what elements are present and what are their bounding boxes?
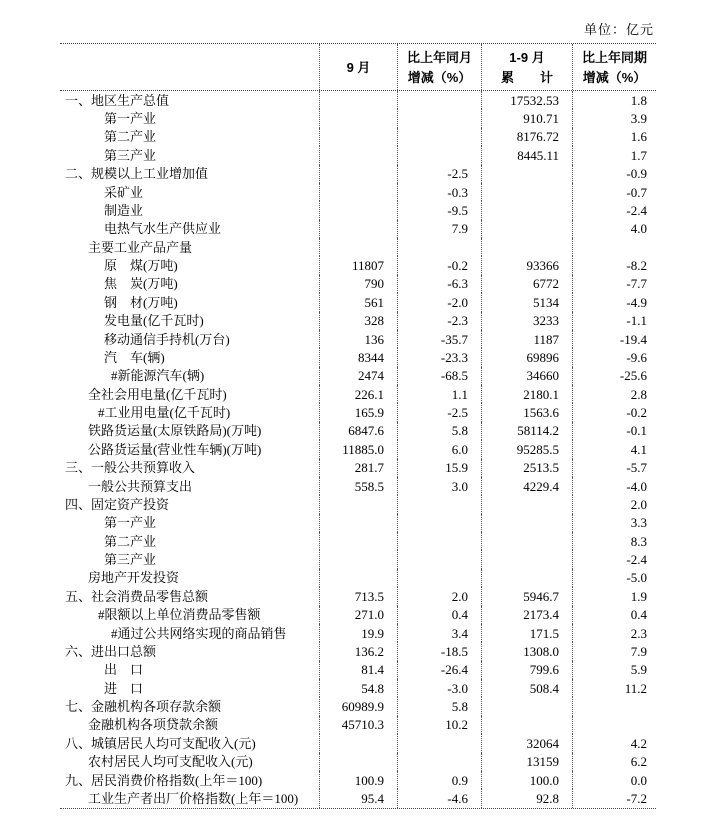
cell-cum: 4229.4 (482, 477, 573, 495)
header-cell-month (320, 44, 398, 90)
cell-yoy: 3.3 (630, 515, 647, 531)
cell-yoy: 2.8 (630, 386, 647, 402)
table-row (60, 91, 656, 109)
table-row (60, 256, 656, 274)
header-yoy-line2: 增减（%） (582, 69, 647, 85)
cell-label: 移动通信手持机(万台) (60, 330, 320, 348)
cell-m9: 45710.3 (320, 716, 398, 734)
cell-label: 全社会用电量(亿千瓦时) (60, 385, 320, 403)
cell-m9: 561 (320, 293, 398, 311)
cell-mom: 0.9 (398, 771, 482, 789)
cell-cum (482, 514, 573, 532)
header-cell-cum (482, 44, 573, 90)
cell-label: 三、一般公共预算收入 (60, 459, 320, 477)
header-mom-line2: 增减（%） (407, 69, 472, 85)
cell-m9: 60989.9 (320, 697, 398, 715)
cell-yoy: -2.4 (626, 202, 647, 218)
cell-yoy: -25.6 (619, 368, 647, 384)
cell-cum (482, 165, 573, 183)
cell-m9: 713.5 (320, 587, 398, 605)
table-row (60, 624, 656, 642)
cell-mom: -2.3 (398, 312, 482, 330)
cell-m9 (320, 109, 398, 127)
cell-cum: 93366 (482, 256, 573, 274)
table-row (60, 128, 656, 146)
cell-label: 农村居民人均可支配收入(元) (60, 753, 320, 771)
cell-mom: -18.5 (398, 642, 482, 660)
cell-label: 工业生产者出厂价格指数(上年＝100) (60, 789, 320, 807)
cell-label: 第一产业 (60, 109, 320, 127)
cell-m9: 11807 (320, 256, 398, 274)
cell-label: 金融机构各项贷款余额 (60, 716, 320, 734)
cell-mom (398, 146, 482, 164)
cell-label: 一般公共预算支出 (60, 477, 320, 495)
cell-m9 (320, 753, 398, 771)
cell-label: 制造业 (60, 201, 320, 219)
cell-mom: 1.1 (398, 385, 482, 403)
cell-yoy: -0.1 (626, 423, 647, 439)
cell-mom: 7.9 (398, 220, 482, 238)
cell-m9: 165.9 (320, 403, 398, 421)
table-row (60, 146, 656, 164)
table-row (60, 771, 656, 789)
cell-cum (482, 550, 573, 568)
cell-mom (398, 753, 482, 771)
cell-yoy: 4.2 (630, 735, 647, 751)
cell-m9: 81.4 (320, 661, 398, 679)
cell-yoy: 1.7 (630, 147, 647, 163)
cell-yoy: -0.2 (626, 405, 647, 421)
cell-mom: -68.5 (398, 367, 482, 385)
cell-label: 四、固定资产投资 (60, 495, 320, 513)
cell-mom: -0.3 (398, 183, 482, 201)
cell-cum: 5134 (482, 293, 573, 311)
cell-cum: 32064 (482, 734, 573, 752)
table-row (60, 679, 656, 697)
cell-m9: 100.9 (320, 771, 398, 789)
table-row (60, 753, 656, 771)
table-row (60, 385, 656, 403)
table-row (60, 532, 656, 550)
cell-cum (482, 697, 573, 715)
table-row (60, 165, 656, 183)
cell-m9: 6847.6 (320, 422, 398, 440)
cell-label: 采矿业 (60, 183, 320, 201)
cell-mom: 5.8 (398, 422, 482, 440)
unit-label: 单位：亿元 (583, 22, 654, 37)
cell-yoy: 2.0 (630, 496, 647, 512)
cell-yoy: 7.9 (630, 643, 647, 659)
header-cell-yoy (573, 44, 656, 90)
cell-cum: 58114.2 (482, 422, 573, 440)
table-row (60, 440, 656, 458)
cell-label: #通过公共网络实现的商品销售 (60, 624, 320, 642)
cell-yoy: -5.7 (626, 460, 647, 476)
cell-yoy: 0.0 (630, 772, 647, 788)
table-row (60, 238, 656, 256)
cell-mom: 3.4 (398, 624, 482, 642)
cell-cum (482, 238, 573, 256)
cell-mom: 3.0 (398, 477, 482, 495)
cell-yoy (573, 716, 656, 734)
table-row (60, 789, 656, 807)
table-row (60, 495, 656, 513)
cell-cum: 1563.6 (482, 403, 573, 421)
header-mom-line1: 比上年同月 (406, 49, 472, 65)
cell-mom (398, 569, 482, 587)
cell-yoy: -5.0 (626, 570, 647, 586)
cell-label: 八、城镇居民人均可支配收入(元) (60, 734, 320, 752)
cell-m9: 8344 (320, 348, 398, 366)
cell-cum (482, 495, 573, 513)
cell-yoy: 1.9 (630, 588, 647, 604)
table-row (60, 183, 656, 201)
cell-yoy: 1.8 (630, 92, 647, 108)
cell-cum (482, 716, 573, 734)
cell-label: 第二产业 (60, 532, 320, 550)
table-row (60, 734, 656, 752)
indicators-table (60, 43, 656, 809)
cell-label: 第三产业 (60, 550, 320, 568)
cell-mom: -0.2 (398, 256, 482, 274)
cell-yoy: -7.2 (626, 790, 647, 806)
cell-label: 七、金融机构各项存款余额 (60, 697, 320, 715)
cell-cum: 69896 (482, 348, 573, 366)
table-row (60, 661, 656, 679)
cell-cum: 100.0 (482, 771, 573, 789)
cell-cum: 8445.11 (482, 146, 573, 164)
cell-yoy: 0.4 (630, 607, 647, 623)
cell-label: 汽 车(辆) (60, 348, 320, 366)
cell-yoy: -7.7 (626, 276, 647, 292)
cell-m9: 54.8 (320, 679, 398, 697)
table-row (60, 348, 656, 366)
table-row (60, 403, 656, 421)
cell-m9: 19.9 (320, 624, 398, 642)
cell-mom: 2.0 (398, 587, 482, 605)
cell-yoy: -4.9 (626, 294, 647, 310)
header-yoy-line1: 比上年同期 (581, 49, 647, 65)
cell-cum (482, 220, 573, 238)
cell-m9 (320, 569, 398, 587)
cell-mom (398, 495, 482, 513)
table-row (60, 201, 656, 219)
cell-mom: -35.7 (398, 330, 482, 348)
cell-m9 (320, 514, 398, 532)
cell-label: 六、进出口总额 (60, 642, 320, 660)
header-month-line1: 9 月 (346, 59, 371, 75)
cell-yoy: 2.3 (630, 625, 647, 641)
cell-m9 (320, 238, 398, 256)
table-row (60, 422, 656, 440)
cell-m9: 11885.0 (320, 440, 398, 458)
cell-mom (398, 238, 482, 256)
cell-m9: 226.1 (320, 385, 398, 403)
cell-cum: 508.4 (482, 679, 573, 697)
cell-m9: 790 (320, 275, 398, 293)
cell-label: 九、居民消费价格指数(上年＝100) (60, 771, 320, 789)
cell-cum: 3233 (482, 312, 573, 330)
cell-mom: -3.0 (398, 679, 482, 697)
cell-mom: -26.4 (398, 661, 482, 679)
cell-label: 第三产业 (60, 146, 320, 164)
cell-cum (482, 201, 573, 219)
cell-m9: 2474 (320, 367, 398, 385)
table-row (60, 642, 656, 660)
cell-cum: 2180.1 (482, 385, 573, 403)
cell-cum: 6772 (482, 275, 573, 293)
cell-yoy: 11.2 (624, 680, 647, 696)
cell-yoy: 6.2 (630, 754, 647, 770)
cell-label: 公路货运量(营业性车辆)(万吨) (60, 440, 320, 458)
cell-yoy: 1.6 (630, 129, 647, 145)
cell-label: 铁路货运量(太原铁路局)(万吨) (60, 422, 320, 440)
cell-cum: 1187 (482, 330, 573, 348)
header-cum-line2: 累 计 (500, 69, 553, 85)
cell-m9 (320, 146, 398, 164)
table-row (60, 459, 656, 477)
cell-yoy: -4.0 (626, 478, 647, 494)
cell-mom: -9.5 (398, 201, 482, 219)
cell-label: 焦 炭(万吨) (60, 275, 320, 293)
cell-label: 电热气水生产供应业 (60, 220, 320, 238)
cell-yoy: -0.7 (626, 184, 647, 200)
cell-m9 (320, 532, 398, 550)
cell-cum: 17532.53 (482, 91, 573, 109)
cell-label: 房地产开发投资 (60, 569, 320, 587)
cell-cum (482, 569, 573, 587)
cell-m9 (320, 220, 398, 238)
cell-yoy (573, 238, 656, 256)
cell-label: 第二产业 (60, 128, 320, 146)
cell-m9 (320, 183, 398, 201)
cell-label: 钢 材(万吨) (60, 293, 320, 311)
table-row (60, 367, 656, 385)
cell-mom: 5.8 (398, 697, 482, 715)
cell-yoy (573, 697, 656, 715)
cell-label: 一、地区生产总值 (60, 91, 320, 109)
cell-label: 五、社会消费品零售总额 (60, 587, 320, 605)
cell-label: #限额以上单位消费品零售额 (60, 606, 320, 624)
cell-mom: 0.4 (398, 606, 482, 624)
cell-m9 (320, 550, 398, 568)
cell-mom: -2.0 (398, 293, 482, 311)
cell-m9 (320, 201, 398, 219)
cell-m9 (320, 91, 398, 109)
cell-label: 进 口 (60, 679, 320, 697)
cell-mom (398, 514, 482, 532)
cell-cum: 92.8 (482, 789, 573, 807)
cell-cum: 34660 (482, 367, 573, 385)
cell-m9: 271.0 (320, 606, 398, 624)
cell-mom (398, 109, 482, 127)
cell-cum: 910.71 (482, 109, 573, 127)
cell-mom: 10.2 (398, 716, 482, 734)
cell-mom: -23.3 (398, 348, 482, 366)
header-cell-label (60, 44, 320, 90)
cell-label: 出 口 (60, 661, 320, 679)
cell-cum: 5946.7 (482, 587, 573, 605)
cell-yoy: 4.1 (630, 441, 647, 457)
cell-cum: 2513.5 (482, 459, 573, 477)
cell-m9: 328 (320, 312, 398, 330)
cell-label: 第一产业 (60, 514, 320, 532)
cell-cum: 1308.0 (482, 642, 573, 660)
table-row (60, 275, 656, 293)
cell-m9: 95.4 (320, 789, 398, 807)
cell-mom: -4.6 (398, 789, 482, 807)
cell-m9 (320, 734, 398, 752)
cell-yoy: 8.3 (630, 533, 647, 549)
cell-mom (398, 128, 482, 146)
table-row (60, 550, 656, 568)
table-row (60, 569, 656, 587)
table-row (60, 716, 656, 734)
table-body (60, 91, 656, 808)
header-cell-mom (398, 44, 482, 90)
cell-mom: -2.5 (398, 403, 482, 421)
table-row (60, 109, 656, 127)
cell-yoy: -1.1 (626, 313, 647, 329)
cell-yoy: 5.9 (630, 662, 647, 678)
cell-m9 (320, 128, 398, 146)
cell-yoy: -19.4 (619, 331, 647, 347)
cell-m9: 136.2 (320, 642, 398, 660)
cell-m9 (320, 165, 398, 183)
cell-mom (398, 91, 482, 109)
cell-cum: 8176.72 (482, 128, 573, 146)
cell-mom: 15.9 (398, 459, 482, 477)
cell-cum: 13159 (482, 753, 573, 771)
cell-label: 发电量(亿千瓦时) (60, 312, 320, 330)
cell-m9: 281.7 (320, 459, 398, 477)
cell-label: #工业用电量(亿千瓦时) (60, 403, 320, 421)
cell-cum: 2173.4 (482, 606, 573, 624)
cell-yoy: 4.0 (630, 221, 647, 237)
table-row (60, 477, 656, 495)
table-row (60, 697, 656, 715)
cell-mom (398, 532, 482, 550)
cell-yoy: -8.2 (626, 258, 647, 274)
cell-cum (482, 183, 573, 201)
table-row (60, 293, 656, 311)
cell-mom: -6.3 (398, 275, 482, 293)
cell-cum (482, 532, 573, 550)
table-row (60, 606, 656, 624)
table-row (60, 312, 656, 330)
cell-yoy: -9.6 (626, 349, 647, 365)
cell-mom: -2.5 (398, 165, 482, 183)
cell-cum: 95285.5 (482, 440, 573, 458)
cell-mom (398, 550, 482, 568)
cell-yoy: 3.9 (630, 111, 647, 127)
cell-label: 原 煤(万吨) (60, 256, 320, 274)
cell-yoy: -0.9 (626, 166, 647, 182)
cell-cum: 799.6 (482, 661, 573, 679)
table-row (60, 514, 656, 532)
cell-mom (398, 734, 482, 752)
cell-label: #新能源汽车(辆) (60, 367, 320, 385)
cell-label: 二、规模以上工业增加值 (60, 165, 320, 183)
cell-m9 (320, 495, 398, 513)
cell-label: 主要工业产品产量 (60, 238, 320, 256)
cell-m9: 558.5 (320, 477, 398, 495)
table-header (60, 44, 656, 91)
table-row (60, 587, 656, 605)
cell-mom: 6.0 (398, 440, 482, 458)
cell-cum: 171.5 (482, 624, 573, 642)
cell-yoy: -2.4 (626, 552, 647, 568)
table-row (60, 220, 656, 238)
header-cum-line1: 1-9 月 (509, 49, 545, 65)
cell-m9: 136 (320, 330, 398, 348)
table-row (60, 330, 656, 348)
